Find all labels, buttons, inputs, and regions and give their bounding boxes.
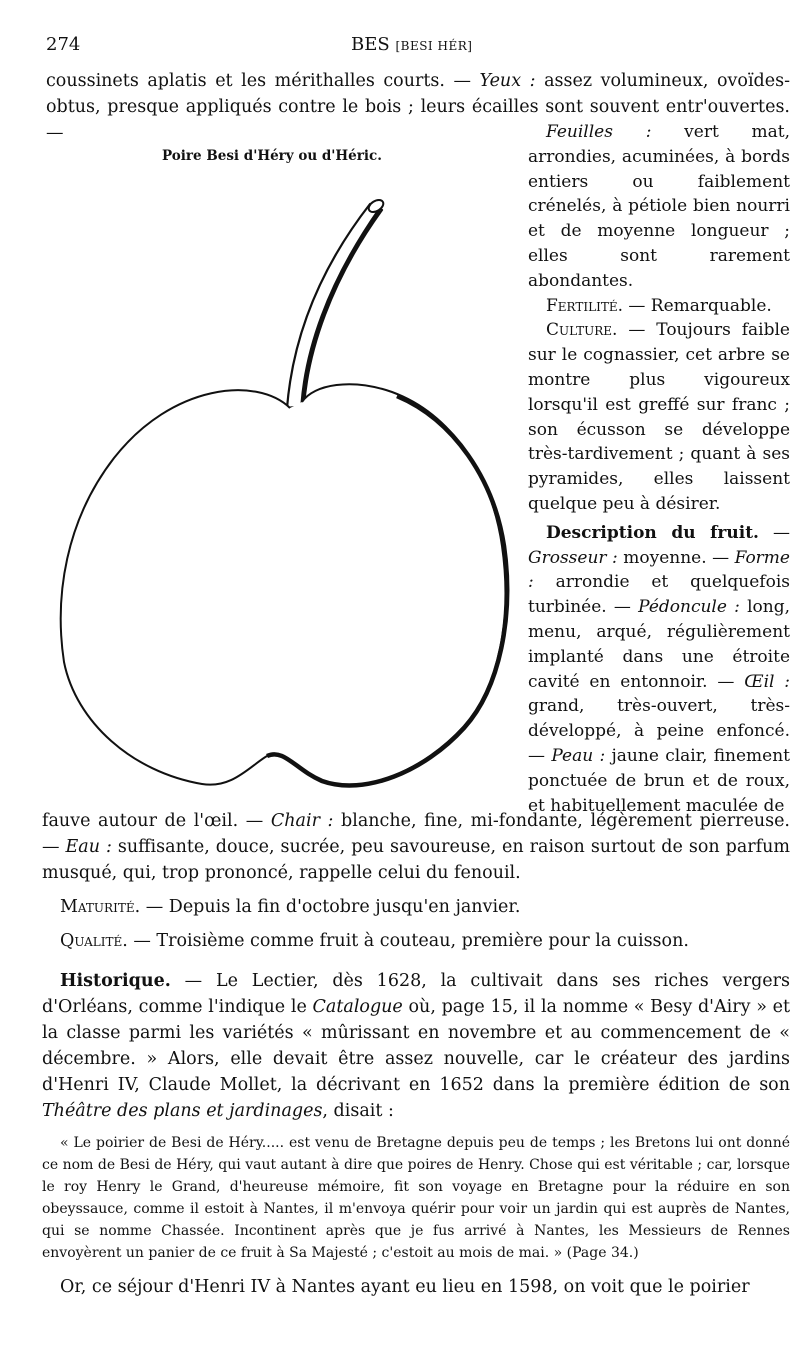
chair-text: blanche, fine, mi-fondante, légèrement pierreuse. — bbox=[42, 811, 790, 857]
historique-label: Historique. bbox=[60, 971, 171, 991]
oeil-text: grand, très-ouvert, très-développé, à peine enfoncé. — bbox=[528, 696, 790, 766]
yeux-text: assez volumineux, ovoïdes-obtus, presque appliqués contre le bois ; leurs écailles sont souvent entr'ouvertes. — bbox=[46, 71, 790, 143]
culture-paragraph bbox=[528, 318, 790, 516]
qualite-paragraph bbox=[42, 928, 790, 954]
figure-caption: Poire Besi d'Héry ou d'Héric. bbox=[162, 148, 382, 164]
pedoncule-text: long, menu, arqué, régulièrement implanté dans une étroite cavité en entonnoir. — bbox=[528, 597, 790, 692]
intro-text: coussinets aplatis et les mérithalles courts. — bbox=[46, 71, 480, 91]
description-heading: Description du fruit. bbox=[546, 522, 759, 543]
pear-outline-drawing bbox=[52, 196, 522, 796]
feuilles-paragraph bbox=[528, 120, 790, 294]
pear-illustration bbox=[52, 196, 522, 796]
mollet-quotation: « Le poirier de Besi de Héry..... est venu de Bretagne depuis peu de temps ; les Bretons lui ont donné ce nom de Besi de Héry, qui vaut autant à dire que poires de Henry. Chose qui est véritable ; car, lorsque le roy Henry le Grand, d'heureuse mémoire, fit son voyage en Bretagne pour la réduire en son obeyssauce, comme il estoit à Nantes, il m'envoya quérir pour voir un jardin qui est auprès de Nantes, qui se nomme Chassée. Incontinent après que je fus arrivé à Nantes, les Messieurs de Rennes envoyèrent un panier de ce fruit à Sa Majesté ; c'estoit au mois de mai. » (Page 34.) bbox=[42, 1135, 790, 1261]
forme-label: Forme : bbox=[528, 547, 790, 593]
continuation-text: fauve autour de l'œil. — bbox=[42, 811, 271, 831]
chair-label: Chair : bbox=[270, 811, 334, 831]
catalogue-title: Catalogue bbox=[312, 997, 403, 1017]
culture-text: — Toujours faible sur le cognassier, cet arbre se montre plus vigoureux lorsqu'il est greffé sur franc ; son écusson se développe très-tardivement ; quant à ses pyramides, elles laissent quelque peu à désirer. bbox=[528, 320, 790, 514]
running-title-main: BES bbox=[351, 34, 390, 55]
oeil-label: Œil : bbox=[744, 671, 790, 692]
historique-text-b: où, page 15, il la nomme « Besy d'Airy » et la classe parmi les variétés « mûrissant en novembre et au commencement de « décembre. » Alors, elle devait être assez nouvelle, car le créateur des jardins d'Henri IV, Claude Mollet, la décrivant en 1652 dans la première édition de son bbox=[42, 997, 791, 1095]
theatre-title: Théâtre des plans et jardinages bbox=[42, 1101, 323, 1121]
qualite-label: Qualité. bbox=[60, 931, 128, 951]
fertilite-label: Fertilité. bbox=[546, 295, 623, 316]
fertilite-paragraph bbox=[528, 294, 790, 319]
description-dash: — bbox=[758, 522, 791, 543]
culture-label: Culture. bbox=[546, 320, 618, 341]
maturite-label: Maturité. bbox=[60, 897, 141, 917]
right-text-column bbox=[528, 120, 790, 818]
historique-text-a: — Le Lectier, dès 1628, la cultivait dans ses riches vergers d'Orléans, comme l'indique le bbox=[42, 971, 790, 1017]
description-paragraph bbox=[528, 521, 790, 819]
grosseur-label: Grosseur : bbox=[528, 547, 618, 568]
closing-line: Or, ce séjour d'Henri IV à Nantes ayant eu lieu en 1598, on voit que le poirier bbox=[60, 1277, 750, 1297]
chair-eau-paragraph bbox=[42, 808, 790, 886]
forme-text: arrondie et quelquefois turbinée. — bbox=[528, 572, 790, 618]
eau-text: suffisante, douce, sucrée, peu savoureuse, en raison surtout de son parfum musqué, qui, trop prononcé, rappelle celui du fenouil. bbox=[42, 837, 790, 883]
running-title-sub: [BESI HÉR] bbox=[395, 39, 473, 53]
eau-label: Eau : bbox=[65, 837, 112, 857]
lower-text-block bbox=[42, 808, 790, 1300]
grosseur-text: moyenne. — bbox=[617, 547, 735, 568]
peau-text: jaune clair, finement ponctuée de brun et de roux, et habituellement maculée de bbox=[528, 745, 791, 816]
historique-paragraph bbox=[42, 968, 790, 1124]
fertilite-text: — Remarquable. bbox=[623, 295, 772, 316]
page-header bbox=[46, 34, 788, 58]
pedoncule-label: Pédoncule : bbox=[638, 597, 740, 618]
pear-stem bbox=[287, 204, 382, 408]
feuilles-text: vert mat, arrondies, acuminées, à bords entiers ou faiblement crénelés, à pétiole bien nourri et de moyenne longueur ; elles sont rarement abondantes. bbox=[528, 122, 791, 291]
feuilles-label: Feuilles : bbox=[546, 122, 652, 142]
peau-label: Peau : bbox=[551, 745, 606, 766]
maturite-text: — Depuis la fin d'octobre jusqu'en janvier. bbox=[140, 897, 521, 917]
running-title bbox=[351, 34, 472, 55]
maturite-paragraph bbox=[42, 894, 790, 920]
yeux-label: Yeux : bbox=[479, 71, 536, 91]
page-number: 274 bbox=[46, 34, 81, 55]
historique-text-c: , disait : bbox=[322, 1101, 394, 1121]
pear-body bbox=[61, 384, 506, 785]
qualite-text: — Troisième comme fruit à couteau, première pour la cuisson. bbox=[127, 931, 689, 951]
